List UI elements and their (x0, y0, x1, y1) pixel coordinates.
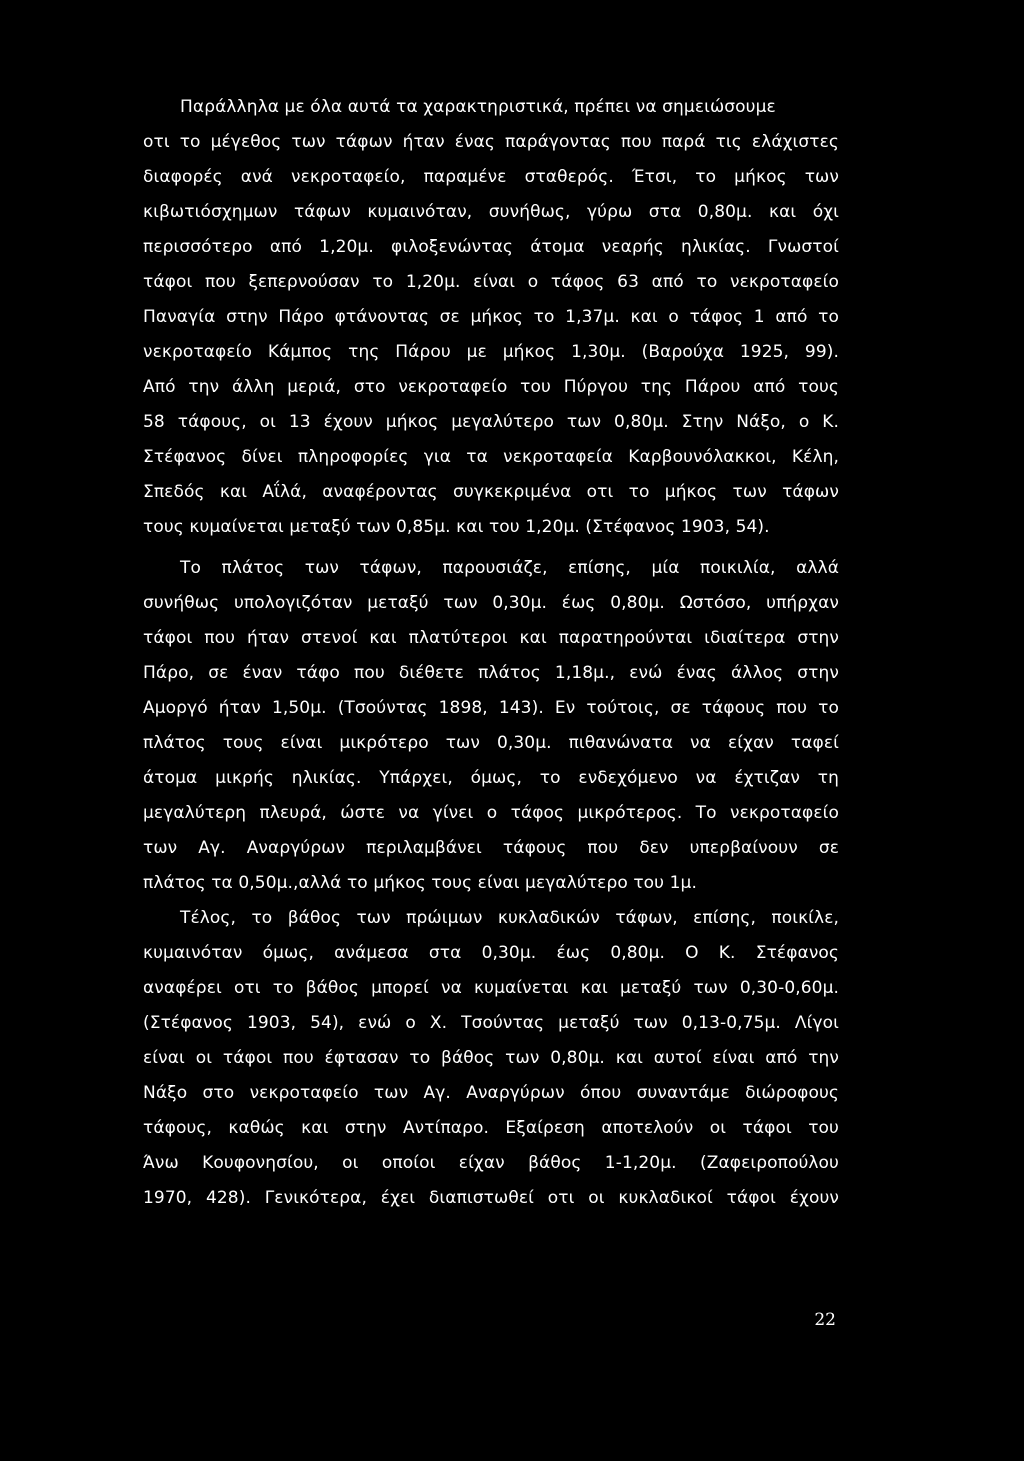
text-line: τάφους, καθώς και στην Αντίπαρο. Εξαίρεση αποτελούν οι τάφοι του (143, 1118, 839, 1138)
text-line: κιβωτιόσχημων τάφων κυμαινόταν, συνήθως, γύρω στα 0,80μ. και όχι (143, 202, 839, 222)
text-line: 1970, 428). Γενικότερα, έχει διαπιστωθεί οτι οι κυκλαδικοί τάφοι έχουν (143, 1188, 839, 1208)
text-line: Πάρο, σε έναν τάφο που διέθετε πλάτος 1,18μ., ενώ ένας άλλος στην (143, 663, 839, 683)
text-line: συνήθως υπολογιζόταν μεταξύ των 0,30μ. έως 0,80μ. Ωστόσο, υπήρχαν (143, 593, 839, 613)
page-number: 22 (814, 1310, 836, 1330)
text-line: τάφοι που ήταν στενοί και πλατύτεροι και παρατηρούνται ιδιαίτερα στην (143, 628, 839, 648)
text-line: Το πλάτος των τάφων, παρουσιάζε, επίσης, μία ποικιλία, αλλά (180, 558, 839, 578)
text-line: Άνω Κουφονησίου, οι οποίοι είχαν βάθος 1-1,20μ. (Ζαφειροπούλου (143, 1153, 839, 1173)
text-line: 58 τάφους, οι 13 έχουν μήκος μεγαλύτερο των 0,80μ. Στην Νάξο, ο Κ. (143, 412, 839, 432)
text-line: Νάξο στο νεκροταφείο των Αγ. Αναργύρων όπου συναντάμε διώροφους (143, 1083, 839, 1103)
text-line: κυμαινόταν όμως, ανάμεσα στα 0,30μ. έως 0,80μ. Ο Κ. Στέφανος (143, 943, 839, 963)
text-line: Αμοργό ήταν 1,50μ. (Τσούντας 1898, 143). Εν τούτοις, σε τάφους που το (143, 698, 839, 718)
text-line: διαφορές ανά νεκροταφείο, παραμένε σταθερός. Έτσι, το μήκος των (143, 167, 839, 187)
text-line: Παράλληλα με όλα αυτά τα χαρακτηριστικά, πρέπει να σημειώσουμε (180, 97, 776, 117)
text-line: είναι οι τάφοι που έφτασαν το βάθος των 0,80μ. και αυτοί είναι από την (143, 1048, 839, 1068)
text-line: Παναγία στην Πάρο φτάνοντας σε μήκος το 1,37μ. και ο τάφος 1 από το (143, 307, 839, 327)
text-line: (Στέφανος 1903, 54), ενώ ο Χ. Τσούντας μεταξύ των 0,13-0,75μ. Λίγοι (143, 1013, 839, 1033)
text-line: οτι το μέγεθος των τάφων ήταν ένας παράγοντας που παρά τις ελάχιστες (143, 132, 839, 152)
text-line: πλάτος τα 0,50μ.,αλλά το μήκος τους είναι μεγαλύτερο του 1μ. (143, 873, 697, 893)
text-line: των Αγ. Αναργύρων περιλαμβάνει τάφους που δεν υπερβαίνουν σε (143, 838, 839, 858)
text-line: Στέφανος δίνει πληροφορίες για τα νεκροταφεία Καρβουνόλακκοι, Κέλη, (143, 447, 839, 467)
text-line: τάφοι που ξεπερνούσαν το 1,20μ. είναι ο τάφος 63 από το νεκροταφείο (143, 272, 839, 292)
text-line: άτομα μικρής ηλικίας. Υπάρχει, όμως, το ενδεχόμενο να έχτιζαν τη (143, 768, 839, 788)
text-line: περισσότερο από 1,20μ. φιλοξενώντας άτομα νεαρής ηλικίας. Γνωστοί (143, 237, 839, 257)
text-line: πλάτος τους είναι μικρότερο των 0,30μ. πιθανώνατα να είχαν ταφεί (143, 733, 839, 753)
text-line: Από την άλλη μεριά, στο νεκροταφείο του Πύργου της Πάρου από τους (143, 377, 839, 397)
text-line: αναφέρει οτι το βάθος μπορεί να κυμαίνεται και μεταξύ των 0,30-0,60μ. (143, 978, 839, 998)
text-line: τους κυμαίνεται μεταξύ των 0,85μ. και του 1,20μ. (Στέφανος 1903, 54). (143, 517, 770, 537)
text-line: μεγαλύτερη πλευρά, ώστε να γίνει ο τάφος μικρότερος. Το νεκροταφείο (143, 803, 839, 823)
text-line: Σπεδός και Αΐλά, αναφέροντας συγκεκριμένα οτι το μήκος των τάφων (143, 482, 839, 502)
text-line: Τέλος, το βάθος των πρώιμων κυκλαδικών τάφων, επίσης, ποικίλε, (180, 908, 839, 928)
text-line: νεκροταφείο Κάμπος της Πάρου με μήκος 1,30μ. (Βαρούχα 1925, 99). (143, 342, 839, 362)
